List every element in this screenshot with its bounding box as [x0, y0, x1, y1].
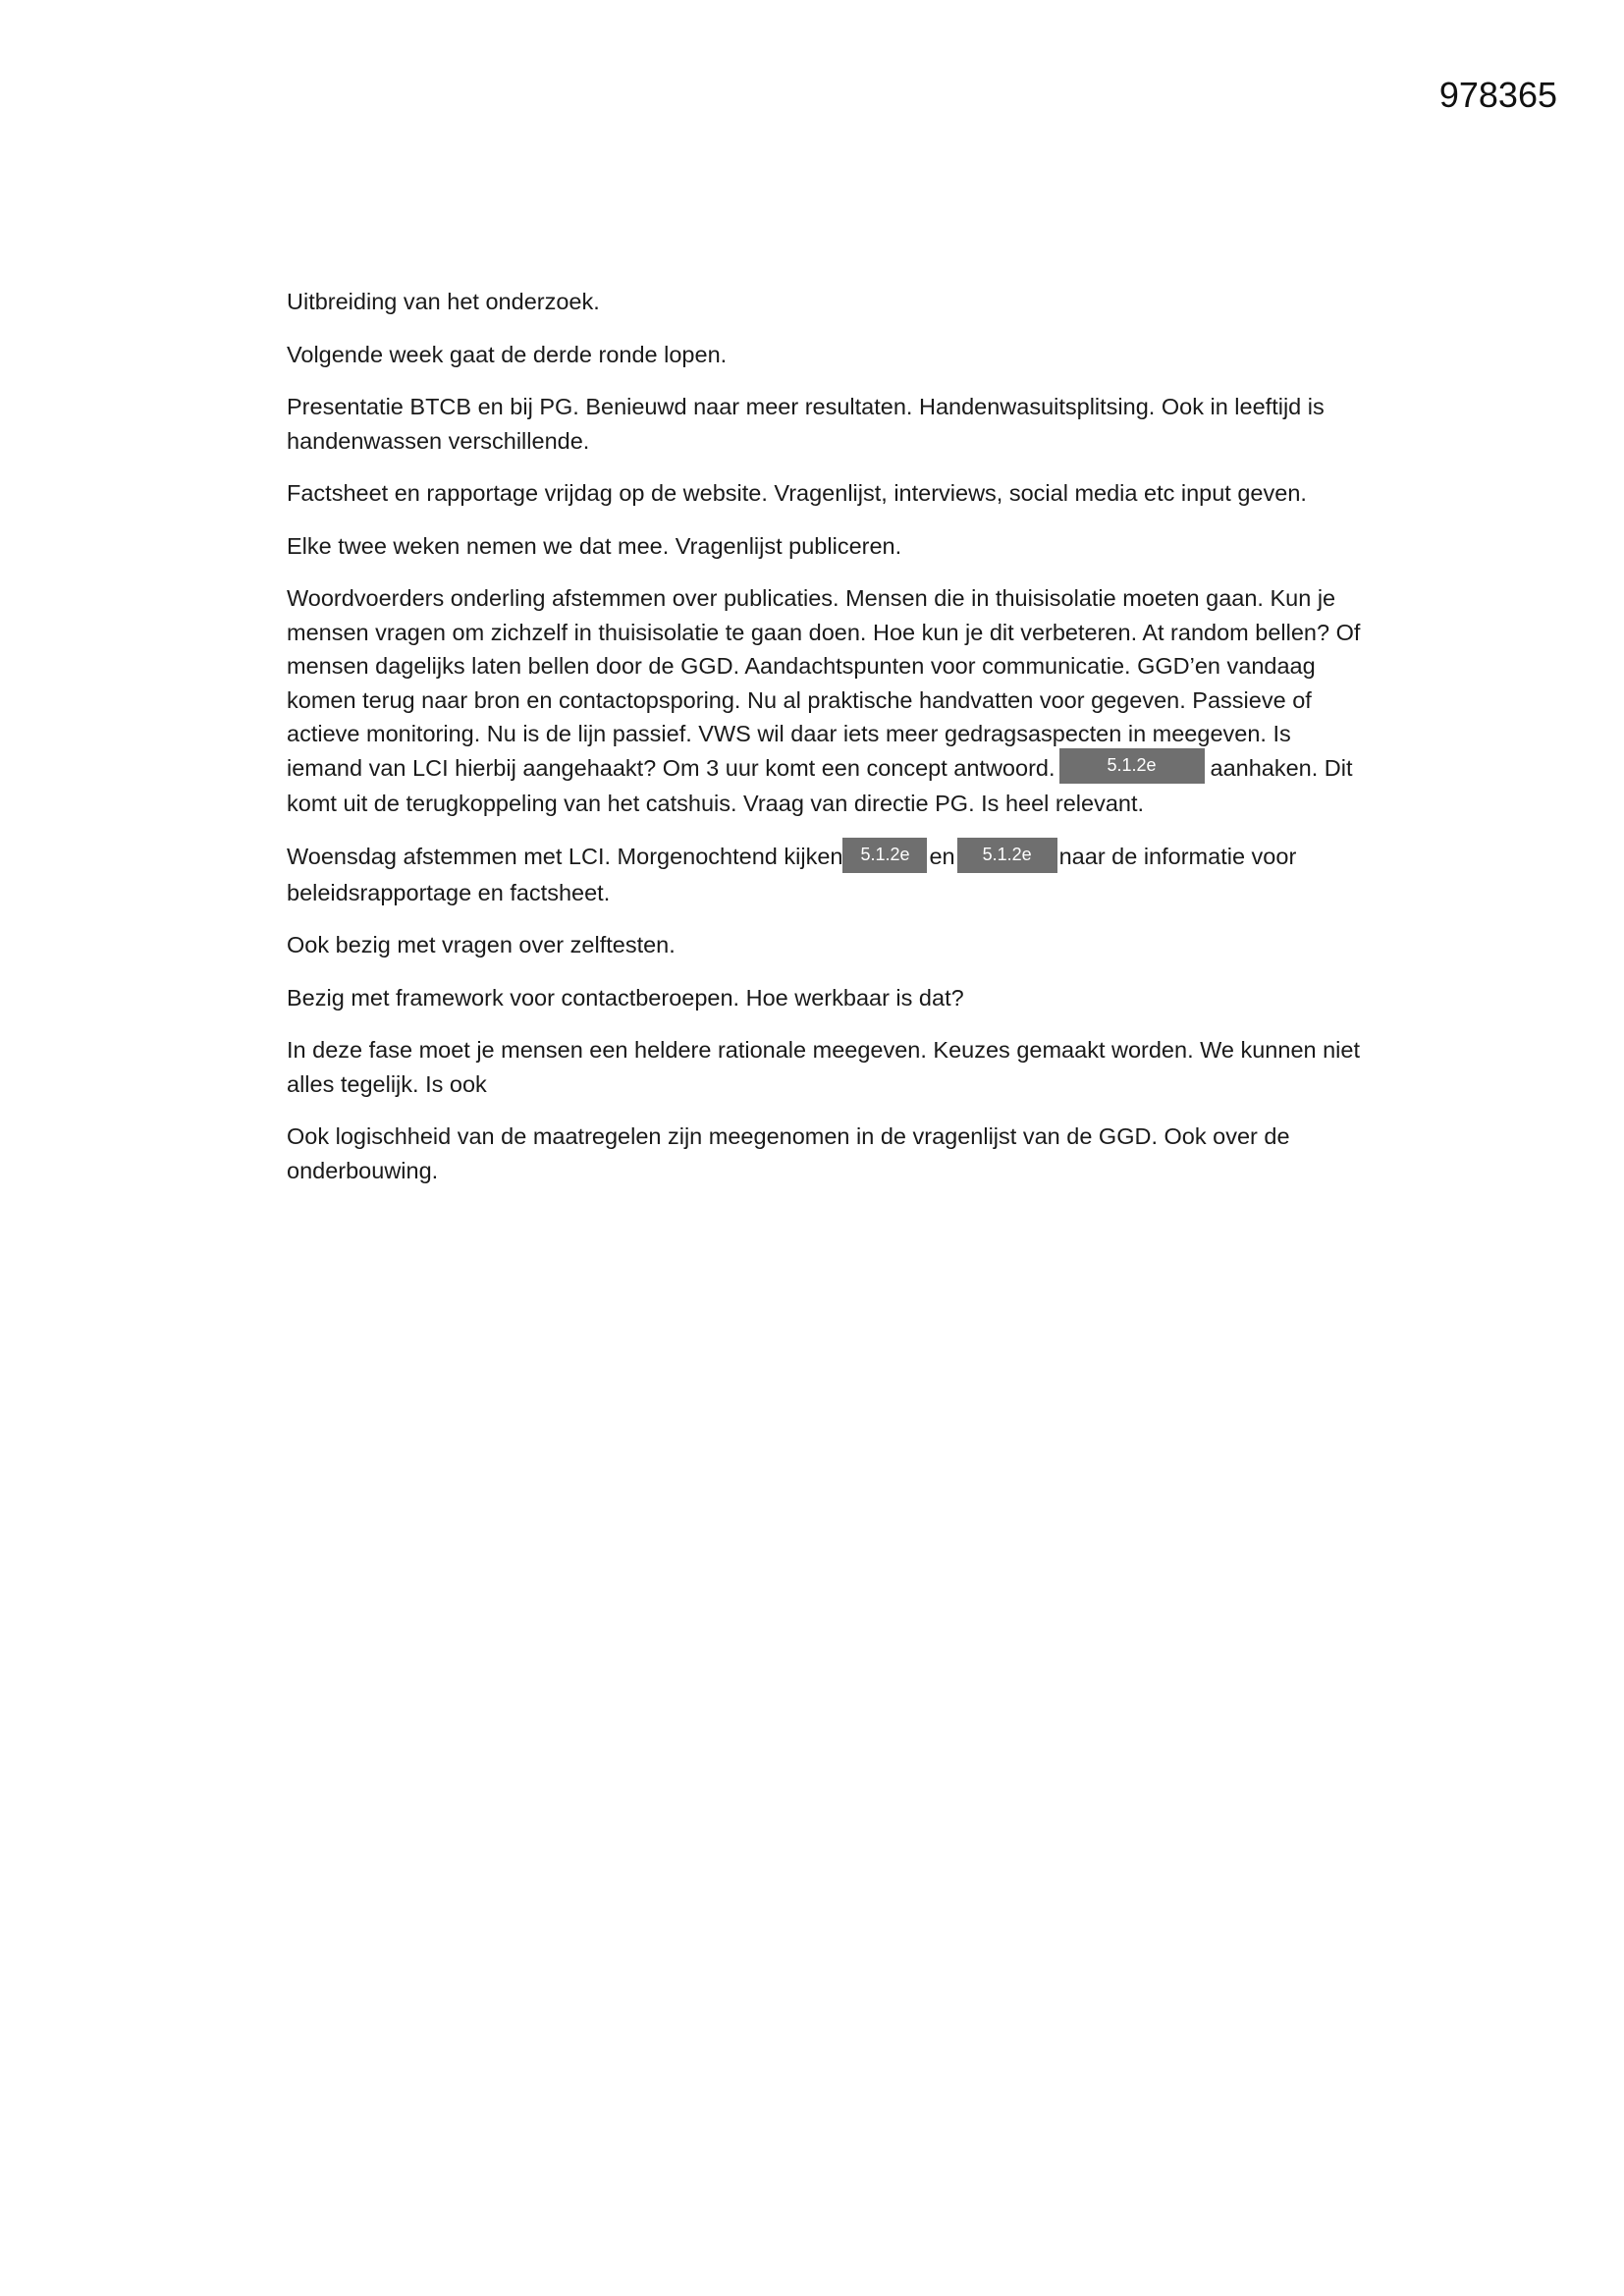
paragraph: Bezig met framework voor contactberoepen. Hoe werkbaar is dat? [287, 984, 964, 1011]
paragraph: Volgende week gaat de derde ronde lopen. [287, 341, 728, 367]
paragraph: Elke twee weken nemen we dat mee. Vragenlijst publiceren. [287, 532, 902, 559]
document-number: 978365 [1438, 75, 1557, 115]
paragraph: Presentatie BTCB en bij PG. Benieuwd naar meer resultaten. Handenwasuitsplitsing. Ook in leeftijd is handenwassen verschillende. [287, 394, 1325, 454]
redaction-box: 5.1.2e [1059, 748, 1205, 784]
paragraph-text: Woensdag afstemmen met LCI. Morgenochtend kijken [287, 843, 843, 869]
redaction-box: 5.1.2e [957, 838, 1057, 873]
paragraph: In deze fase moet je mensen een heldere rationale meegeven. Keuzes gemaakt worden. We kunnen niet alles tegelijk. Is ook [287, 1037, 1361, 1097]
paragraph-with-redaction [287, 840, 1363, 909]
paragraph: Ook bezig met vragen over zelftesten. [287, 932, 676, 958]
paragraph-with-redaction [287, 581, 1363, 821]
paragraph-text: aanhaken. Dit komt uit de terugkoppeling van het catshuis. Vraag van directie PG. Is heel relevant. [287, 754, 1353, 817]
document-body [287, 285, 1363, 1206]
paragraph-text: Woordvoerders onderling afstemmen over publicaties. Mensen die in thuisisolatie moeten gaan. Kun je mensen vragen om zichzelf in thuisisolatie te gaan doen. Hoe kun je dit verbeteren. At random bellen? Of mensen dagelijks laten bellen door de GGD. Aandachtspunten voor communicatie. GGD’en vandaag komen terug naar bron en contactopsporing. Nu al praktische handvatten voor gegeven. Passieve of actieve monitoring. Nu is de lijn passief. VWS wil daar iets meer gedragsaspecten in meegeven. Is iemand van LCI hierbij aangehaakt? Om 3 uur komt een concept antwoord. [287, 585, 1361, 781]
paragraph-text: naar de informatie voor beleidsrapportage en factsheet. [287, 843, 1297, 905]
paragraph: Uitbreiding van het onderzoek. [287, 289, 600, 314]
paragraph: Ook logischheid van de maatregelen zijn meegenomen in de vragenlijst van de GGD. Ook over de onderbouwing. [287, 1123, 1290, 1183]
redaction-box: 5.1.2e [842, 838, 927, 873]
paragraph-text: en [929, 843, 955, 869]
paragraph: Factsheet en rapportage vrijdag op de website. Vragenlijst, interviews, social media etc input geven. [287, 480, 1307, 506]
